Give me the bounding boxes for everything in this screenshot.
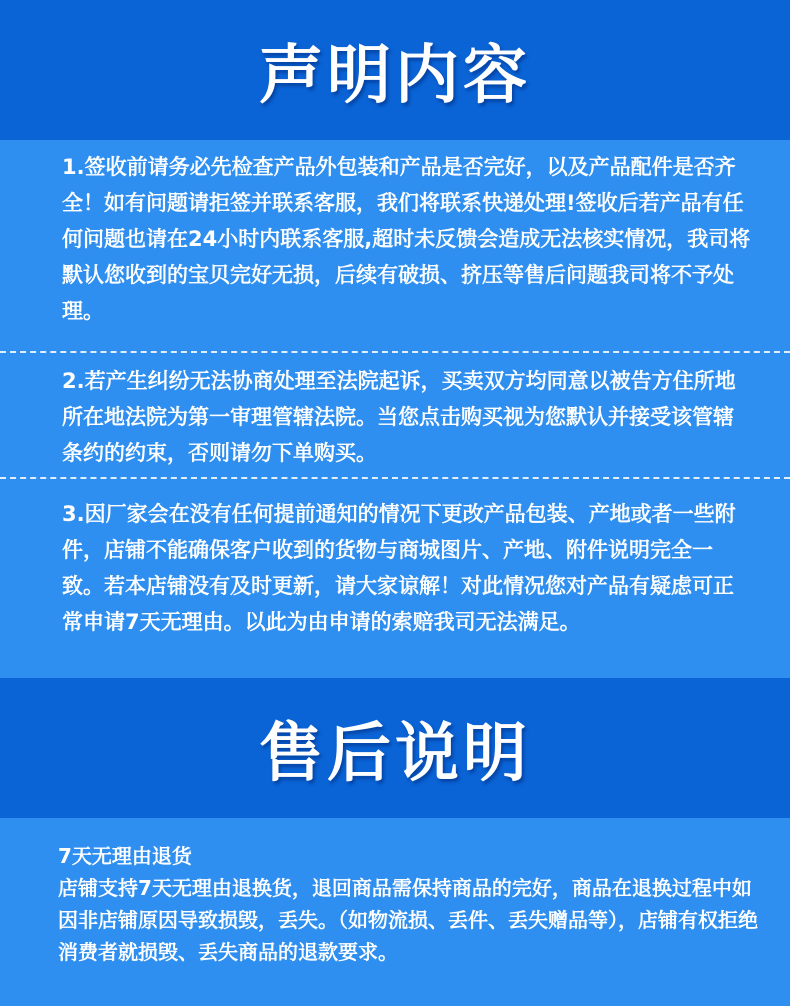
declaration-item-1: [62, 149, 752, 329]
declaration-title: 声明内容: [259, 39, 531, 113]
declaration-item-2: [62, 363, 752, 471]
declaration-item-2-text: 2.若产生纠纷无法协商处理至法院起诉，买卖双方均同意以被告方住所地所在地法院为第一审理管辖法院。当您点击购买视为您默认并接受该管辖条约的约束，否则请勿下单购买。: [62, 369, 736, 465]
declaration-header: [0, 0, 790, 140]
after-sales-subtitle: 7天无理由退货: [58, 844, 192, 868]
declaration-item-3-text: 3.因厂家会在没有任何提前通知的情况下更改产品包装、产地或者一些附件，店铺不能确保客户收到的货物与商城图片、产地、附件说明完全一致。若本店铺没有及时更新，请大家谅解！对此情况您对产品有疑虑可正常申请7天无理由。以此为由申请的索赔我司无法满足。: [62, 502, 736, 634]
after-sales-section: [58, 840, 758, 968]
after-sales-body: 店铺支持7天无理由退换货，退回商品需保持商品的完好，商品在退换过程中如因非店铺原因导致损毁，丢失。（如物流损、丢件、丢失赠品等），店铺有权拒绝消费者就损毁、丢失商品的退款要求。: [58, 876, 758, 964]
dashed-divider: [0, 351, 790, 353]
declaration-item-3: [62, 496, 752, 640]
after-sales-header: [0, 678, 790, 818]
declaration-item-1-text: 1.签收前请务必先检查产品外包装和产品是否完好，以及产品配件是否齐全！如有问题请拒签并联系客服，我们将联系快递处理!签收后若产品有任何问题也请在24小时内联系客服,超时未反馈会造成无法核实情况，我司将默认您收到的宝贝完好无损，后续有破损、挤压等售后问题我司将不予处理。: [62, 155, 751, 323]
dashed-divider: [0, 477, 790, 479]
after-sales-title: 售后说明: [259, 717, 531, 791]
